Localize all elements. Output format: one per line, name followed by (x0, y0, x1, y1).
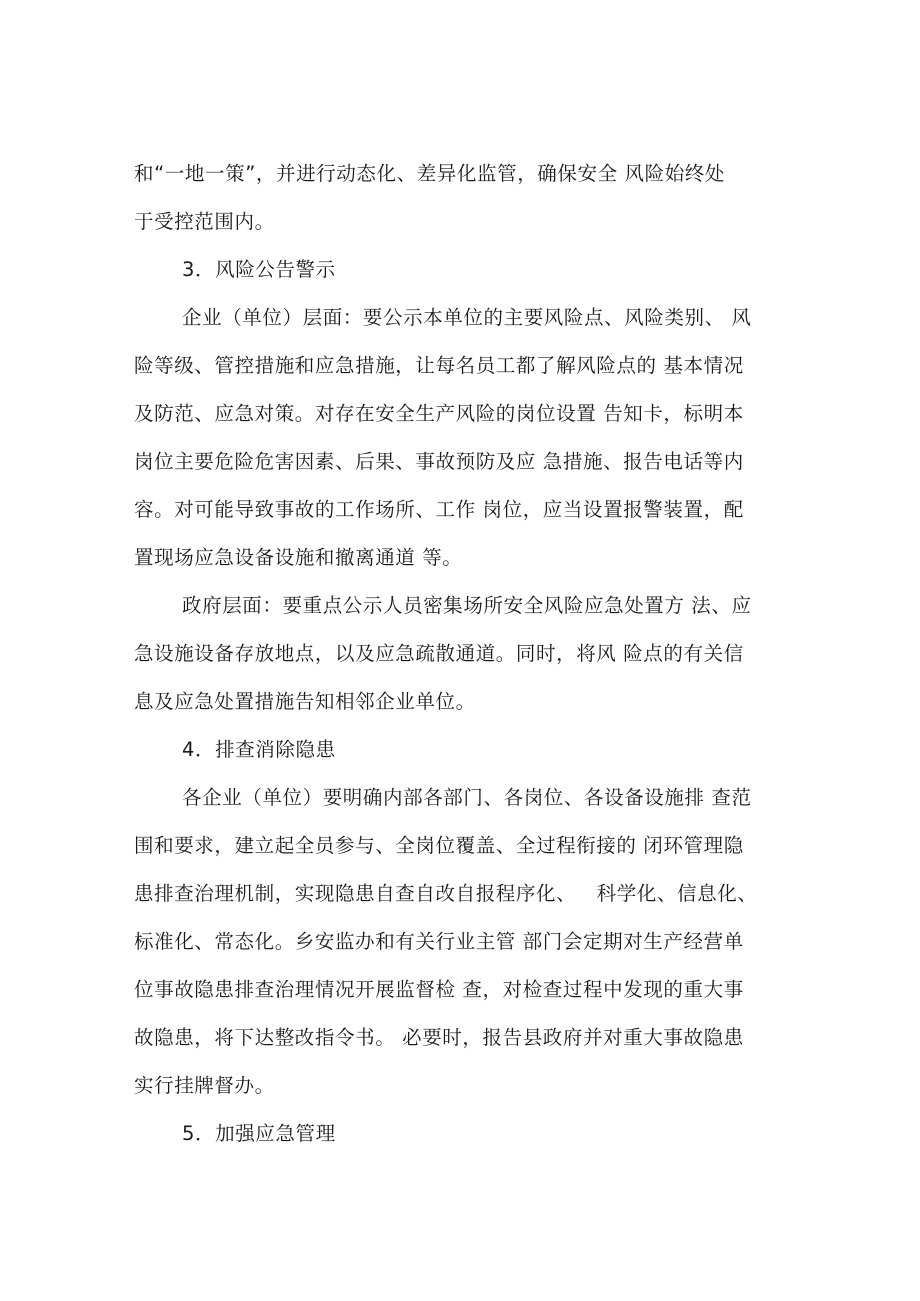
body-text-line: 政府层面：要重点公示人员密集场所安全风险应急处置方 法、应 (182, 594, 752, 617)
body-text-line: 位事故隐患排查治理情况开展监督检 查，对检查过程中发现的重大事 (134, 978, 744, 1001)
body-text-line: 标准化、常态化。乡安监办和有关行业主管 部门会定期对生产经营单 (134, 930, 744, 953)
section-heading-4: 4．排查消除隐患 (182, 738, 336, 761)
section-heading-5: 5．加强应急管理 (182, 1122, 336, 1145)
body-text-line: 患排查治理机制，实现隐患自查自改自报程序化、 科学化、信息化、 (134, 882, 758, 905)
body-text-line: 各企业（单位）要明确内部各部门、各岗位、各设备设施排 查范 (182, 786, 752, 809)
body-text-line: 岗位主要危险危害因素、后果、事故预防及应 急措施、报告电话等内 (134, 450, 744, 473)
section-heading-3: 3．风险公告警示 (182, 258, 336, 281)
body-text-line: 险等级、管控措施和应急措施，让每名员工都了解风险点的 基本情况 (134, 354, 744, 377)
body-text-line: 和“一地一策”，并进行动态化、差异化监管，确保安全 风险始终处 (134, 162, 726, 185)
body-text-line: 容。对可能导致事故的工作场所、工作 岗位，应当设置报警装置，配 (134, 498, 744, 521)
body-text-line: 实行挂牌督办。 (134, 1074, 275, 1097)
body-text-line: 于受控范围内。 (134, 210, 275, 233)
body-text-line: 置现场应急设备设施和撤离通道 等。 (134, 546, 463, 569)
body-text-line: 企业（单位）层面：要公示本单位的主要风险点、风险类别、 风 (182, 306, 752, 329)
body-text-line: 及防范、应急对策。对存在安全生产风险的岗位设置 告知卡，标明本 (134, 402, 744, 425)
body-text-line: 急设施设备存放地点，以及应急疏散通道。同时，将风 险点的有关信 (134, 642, 744, 665)
body-text-line: 故隐患，将下达整改指令书。 必要时，报告县政府并对重大事故隐患 (134, 1026, 744, 1049)
body-text-line: 围和要求，建立起全员参与、全岗位覆盖、全过程衔接的 闭环管理隐 (134, 834, 744, 857)
body-text-line: 息及应急处置措施告知相邻企业单位。 (134, 690, 476, 713)
